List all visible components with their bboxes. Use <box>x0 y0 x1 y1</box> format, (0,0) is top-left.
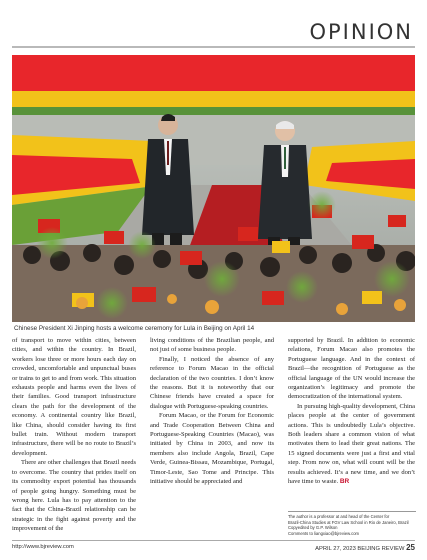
article-column-3 <box>288 336 415 487</box>
website-url[interactable]: http://www.bjreview.com <box>12 544 74 550</box>
paragraph: of transport to move within cities, between cities, and within the country. In Brazil, workers lose three or more hours each day on crowded, uncomfortable and unpunctual buses or trains to get to and from work. This situation exhausts people and harms even the lives of their families. Good transport infrastructure clears the path for the development of the economy. A continental country like Brazil, like China, should consider having its first bullet train. Without modern transport infrastructure, there will be no route to Brazil’s development. <box>12 337 136 457</box>
paragraph-text: In pursuing high-quality development, China places people at the center of government actions. This is undoubtedly Lula’s objective. Both leaders share a common vision of what motivates them to lead their great nations. The 15 signed documents were just a first and vital step. From now on, what will count will be the results achieved. It’s a new time, and we don’t have time to waste. <box>288 402 415 486</box>
bio-line: The author is a professor at and head of the Center for <box>288 514 390 519</box>
bio-line: Copyedited by G.P. Wilson <box>288 525 338 531</box>
bio-line: Comments to liangxiao@bjreview.com <box>288 530 360 536</box>
welcome-ceremony-photo <box>12 55 415 322</box>
article-column-1 <box>12 336 136 534</box>
end-mark: BR <box>339 478 350 486</box>
photo-caption: Chinese President Xi Jinping hosts a welcome ceremony for Lula in Beijing on April 14 <box>14 325 255 332</box>
author-bio <box>288 511 416 536</box>
paragraph <box>288 402 415 487</box>
article-column-2 <box>150 336 274 487</box>
header-rule <box>12 46 415 48</box>
section-title: OPINION <box>309 20 413 44</box>
bio-line: Brazil-China Studies at FGV Law School in Rio de Janeiro, Brazil <box>288 519 409 525</box>
issue-date: APRIL 27, 2023 BEIJING REVIEW <box>315 546 405 552</box>
paragraph: Forum Macao, or the Forum for Economic and Trade Cooperation Between China and Portuguese-Speaking Countries (Macao), was initiated by China in 2003, and now its members also include Angola, Brazil, Cape Verde, Guinea-Bissau, Mozambique, Portugal, Timor-Leste, Sao Tome and Principe. This initiative should be appreciated and <box>150 412 274 486</box>
paragraph: Finally, I noticed the absence of any reference to Forum Macao in the official declaration of the two countries. I don’t know the reasons. But it is noteworthy that our Chinese friends have created a space for dialogue with Portuguese-speaking countries. <box>150 355 274 410</box>
page-number: 25 <box>406 543 415 552</box>
paragraph: supported by Brazil. In addition to economic relations, Forum Macao also promotes the Portuguese language. And in the context of Brazil—the recognition of Portuguese as the official language of the UN would increase the organization’s legitimacy and promote the democratization of the international system. <box>288 337 415 401</box>
paragraph: There are other challenges that Brazil needs to overcome. The country that prides itself on its commodity export potential has thousands of people going hungry. Something must be wrong here. Lula has to pay attention to the fact that the China-Brazil relationship can be strategic in the fight against poverty and the improvement of the <box>12 459 136 533</box>
paragraph: living conditions of the Brazilian people, and not just of some business people. <box>150 337 274 354</box>
footer-rule <box>12 540 415 541</box>
issue-info <box>315 543 415 552</box>
